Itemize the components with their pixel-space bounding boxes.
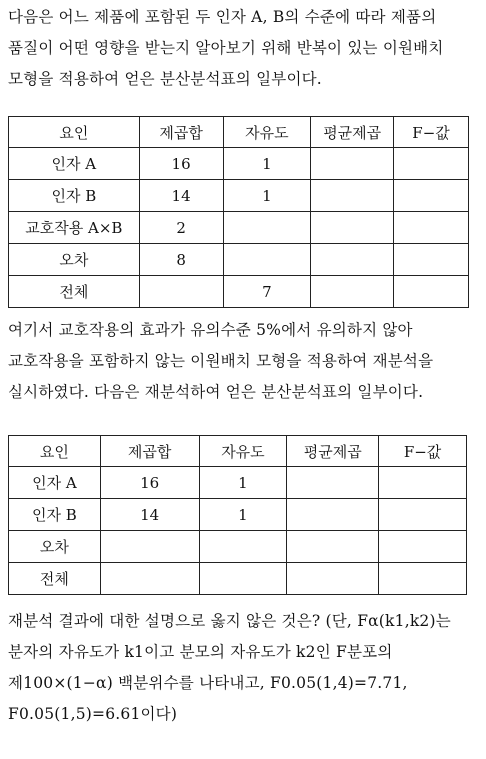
table-row [9,563,467,595]
table-cell: 8 [139,244,223,276]
table-cell [379,467,467,499]
table-header-row [9,117,469,148]
table-cell [100,531,199,563]
table-cell: 인자 A [9,467,101,499]
table-row [9,148,469,180]
table-cell [379,563,467,595]
anova-table-reanalysis [8,435,467,595]
table-cell [311,148,394,180]
table-cell [100,563,199,595]
table-cell [394,148,469,180]
question-line: 재분석 결과에 대한 설명으로 옳지 않은 것은? (단, Fα(k1,k2)는 [8,612,451,630]
table-cell: 1 [199,467,287,499]
middle-paragraph [8,315,478,408]
table-cell [394,212,469,244]
table-cell [287,467,379,499]
table-cell: 7 [223,276,311,308]
table-header-row [9,436,467,467]
table-cell [287,531,379,563]
header-cell: 제곱합 [100,436,199,467]
table-cell [311,180,394,212]
table-cell: 교호작용 A×B [9,212,140,244]
table-cell [311,276,394,308]
table-cell [199,531,287,563]
table-cell: 오차 [9,244,140,276]
table-cell [199,563,287,595]
header-cell: 평균제곱 [287,436,379,467]
header-cell: F−값 [394,117,469,148]
middle-line: 여기서 교호작용의 효과가 유의수준 5%에서 유의하지 않아 [8,321,413,339]
table-cell [394,276,469,308]
intro-line: 품질이 어떤 영향을 받는지 알아보기 위해 반복이 있는 이원배치 [8,39,444,57]
middle-line: 실시하였다. 다음은 재분석하여 얻은 분산분석표의 일부이다. [8,383,424,401]
table-cell: 16 [139,148,223,180]
table-cell: 16 [100,467,199,499]
table-cell: 2 [139,212,223,244]
table-cell [394,244,469,276]
question-line: 제100×(1−α) 백분위수를 나타내고, F0.05(1,4)=7.71, [8,674,408,692]
middle-line: 교호작용을 포함하지 않는 이원배치 모형을 적용하여 재분석을 [8,352,434,370]
table-cell: 1 [223,180,311,212]
table-cell [311,244,394,276]
question-line: 분자의 자유도가 k1이고 분모의 자유도가 k2인 F분포의 [8,643,393,661]
header-cell: 자유도 [223,117,311,148]
table-cell [223,244,311,276]
table-row [9,531,467,563]
table-cell [139,276,223,308]
intro-line: 모형을 적용하여 얻은 분산분석표의 일부이다. [8,70,322,88]
table-cell [287,499,379,531]
table-cell: 14 [139,180,223,212]
table-cell [311,212,394,244]
table-cell: 14 [100,499,199,531]
table-cell: 오차 [9,531,101,563]
table-cell: 1 [223,148,311,180]
question-line: F0.05(1,5)=6.61이다) [8,705,178,723]
table-cell [287,563,379,595]
table-cell [379,531,467,563]
header-cell: 자유도 [199,436,287,467]
table-cell [394,180,469,212]
header-cell: 평균제곱 [311,117,394,148]
intro-paragraph [8,2,478,95]
table-cell [223,212,311,244]
header-cell: 요인 [9,117,140,148]
table-row [9,212,469,244]
table-cell: 1 [199,499,287,531]
table-row [9,244,469,276]
header-cell: F−값 [379,436,467,467]
table-row [9,276,469,308]
table-cell: 전체 [9,276,140,308]
table-cell [379,499,467,531]
table-cell: 인자 A [9,148,140,180]
intro-line: 다음은 어느 제품에 포함된 두 인자 A, B의 수준에 따라 제품의 [8,8,437,26]
table-cell: 전체 [9,563,101,595]
table-row [9,180,469,212]
table-row [9,499,467,531]
header-cell: 제곱합 [139,117,223,148]
table-cell: 인자 B [9,499,101,531]
header-cell: 요인 [9,436,101,467]
table-cell: 인자 B [9,180,140,212]
anova-table-original [8,116,469,308]
table-row [9,467,467,499]
question-paragraph [8,606,478,730]
